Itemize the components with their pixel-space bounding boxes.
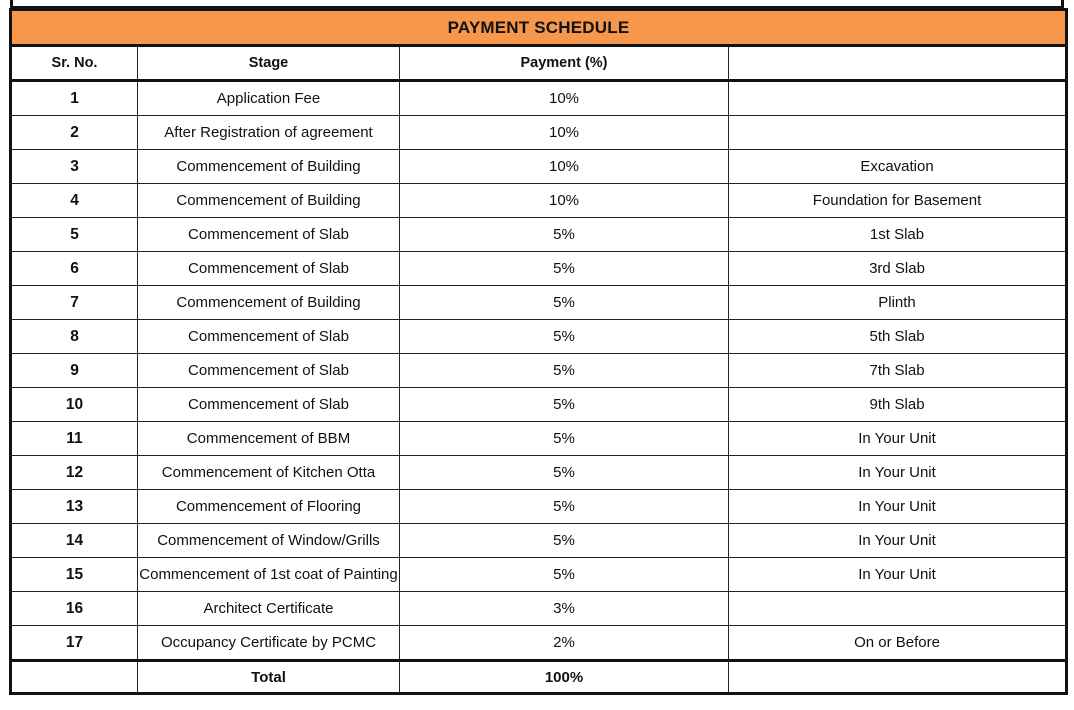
sr-cell: 14 [11, 524, 138, 558]
total-remark-cell [729, 661, 1067, 694]
table-row [11, 456, 1067, 490]
payment-cell: 5% [400, 320, 729, 354]
payment-cell: 2% [400, 626, 729, 661]
remark-cell: On or Before [729, 626, 1067, 661]
stage-cell: Commencement of Flooring [138, 490, 400, 524]
remark-cell: In Your Unit [729, 490, 1067, 524]
table-row [11, 354, 1067, 388]
stage-cell: Commencement of Slab [138, 388, 400, 422]
sr-cell: 17 [11, 626, 138, 661]
payment-cell: 3% [400, 592, 729, 626]
table-row [11, 422, 1067, 456]
sr-cell: 13 [11, 490, 138, 524]
sr-cell: 15 [11, 558, 138, 592]
stage-cell: Application Fee [138, 81, 400, 116]
sr-cell: 5 [11, 218, 138, 252]
payment-cell: 5% [400, 558, 729, 592]
payment-cell: 5% [400, 422, 729, 456]
table-row [11, 626, 1067, 661]
table-title: PAYMENT SCHEDULE [11, 10, 1067, 46]
remark-cell: Foundation for Basement [729, 184, 1067, 218]
remark-cell [729, 592, 1067, 626]
table-row [11, 388, 1067, 422]
sr-cell: 8 [11, 320, 138, 354]
table-row [11, 524, 1067, 558]
table-row [11, 116, 1067, 150]
remark-cell: 7th Slab [729, 354, 1067, 388]
payment-cell: 10% [400, 150, 729, 184]
remark-cell: 5th Slab [729, 320, 1067, 354]
sr-cell: 16 [11, 592, 138, 626]
remark-cell: 1st Slab [729, 218, 1067, 252]
payment-cell: 5% [400, 456, 729, 490]
stage-cell: Commencement of Slab [138, 252, 400, 286]
stage-cell: Commencement of Slab [138, 218, 400, 252]
remark-cell: 9th Slab [729, 388, 1067, 422]
remark-cell: Excavation [729, 150, 1067, 184]
payment-cell: 5% [400, 490, 729, 524]
schedule-body [11, 81, 1067, 661]
payment-cell: 10% [400, 116, 729, 150]
payment-cell: 5% [400, 388, 729, 422]
sr-cell: 10 [11, 388, 138, 422]
remark-cell: Plinth [729, 286, 1067, 320]
sr-cell: 1 [11, 81, 138, 116]
stage-cell: Architect Certificate [138, 592, 400, 626]
header-row [11, 46, 1067, 81]
sr-cell: 2 [11, 116, 138, 150]
payment-schedule-table [9, 8, 1068, 695]
sr-cell: 7 [11, 286, 138, 320]
total-payment: 100% [400, 661, 729, 694]
stage-cell: Commencement of Kitchen Otta [138, 456, 400, 490]
table-row [11, 184, 1067, 218]
remark-cell: In Your Unit [729, 422, 1067, 456]
sr-cell: 4 [11, 184, 138, 218]
sr-cell: 11 [11, 422, 138, 456]
sr-cell: 3 [11, 150, 138, 184]
table-row [11, 218, 1067, 252]
payment-cell: 5% [400, 286, 729, 320]
stage-cell: Commencement of BBM [138, 422, 400, 456]
remark-cell [729, 116, 1067, 150]
stage-cell: Commencement of Slab [138, 354, 400, 388]
table-row [11, 252, 1067, 286]
header-remark [729, 46, 1067, 81]
stage-cell: Commencement of Building [138, 150, 400, 184]
stage-cell: Commencement of Building [138, 184, 400, 218]
remark-cell: In Your Unit [729, 456, 1067, 490]
payment-cell: 10% [400, 184, 729, 218]
header-payment: Payment (%) [400, 46, 729, 81]
stage-cell: Occupancy Certificate by PCMC [138, 626, 400, 661]
table-row [11, 320, 1067, 354]
total-sr-cell [11, 661, 138, 694]
title-row [11, 10, 1067, 46]
table-row [11, 150, 1067, 184]
table-row [11, 81, 1067, 116]
payment-cell: 5% [400, 218, 729, 252]
payment-cell: 5% [400, 354, 729, 388]
remark-cell [729, 81, 1067, 116]
payment-cell: 5% [400, 252, 729, 286]
remark-cell: In Your Unit [729, 524, 1067, 558]
total-label: Total [138, 661, 400, 694]
table-row [11, 592, 1067, 626]
stage-cell: Commencement of 1st coat of Painting [138, 558, 400, 592]
sr-cell: 9 [11, 354, 138, 388]
table-row [11, 558, 1067, 592]
top-border [10, 0, 1064, 8]
stage-cell: Commencement of Window/Grills [138, 524, 400, 558]
header-sr-no: Sr. No. [11, 46, 138, 81]
stage-cell: Commencement of Building [138, 286, 400, 320]
table-row [11, 490, 1067, 524]
table-row [11, 286, 1067, 320]
stage-cell: After Registration of agreement [138, 116, 400, 150]
sr-cell: 6 [11, 252, 138, 286]
remark-cell: In Your Unit [729, 558, 1067, 592]
remark-cell: 3rd Slab [729, 252, 1067, 286]
payment-cell: 10% [400, 81, 729, 116]
header-stage: Stage [138, 46, 400, 81]
total-row [11, 661, 1067, 694]
payment-cell: 5% [400, 524, 729, 558]
sr-cell: 12 [11, 456, 138, 490]
stage-cell: Commencement of Slab [138, 320, 400, 354]
